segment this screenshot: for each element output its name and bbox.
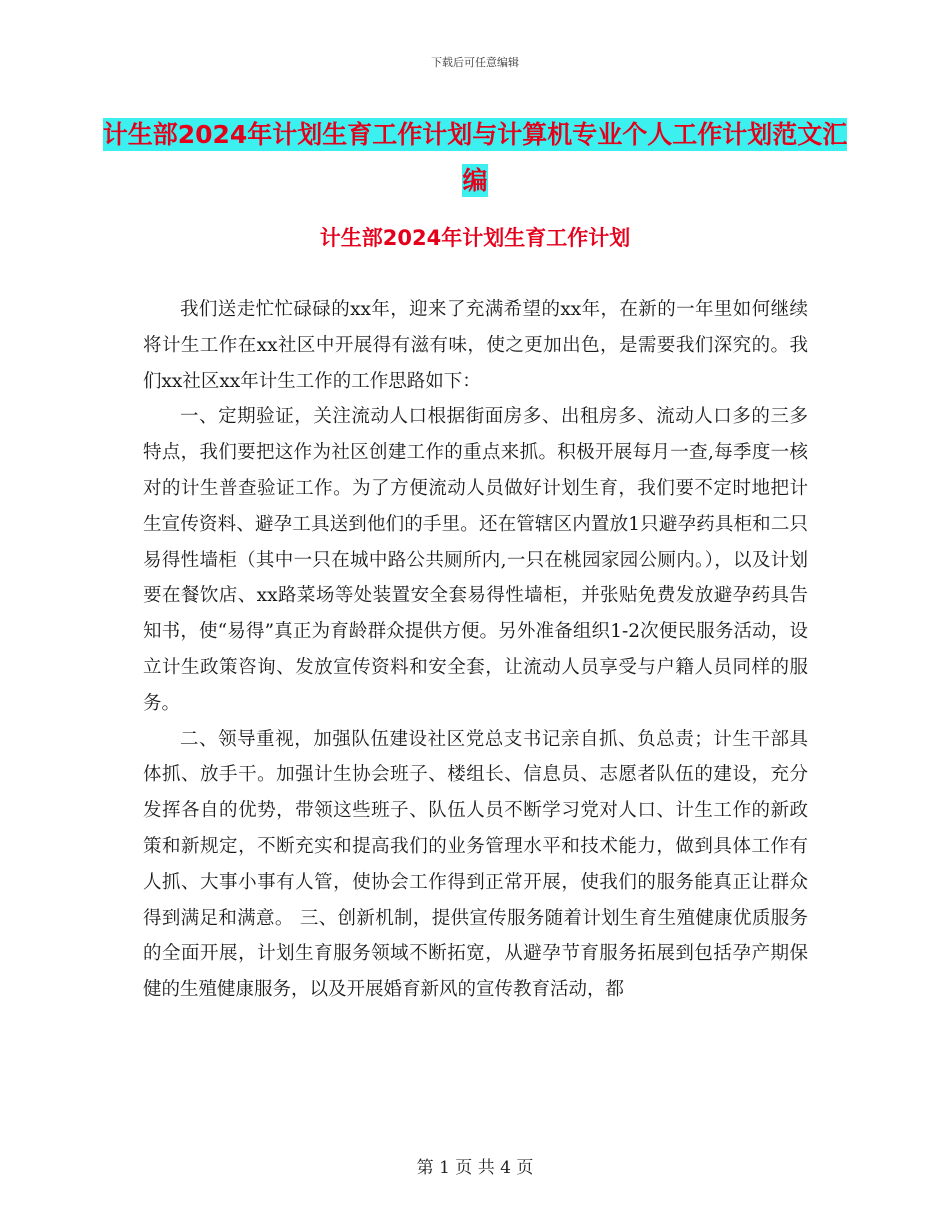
page-footer: 第 1 页 共 4 页 bbox=[416, 1158, 534, 1178]
paragraph: 二、领导重视，加强队伍建设社区党总支书记亲自抓、负总责；计生干部具体抓、放手干。加强计生协会班子、楼组长、信息员、志愿者队伍的建设，充分发挥各自的优势，带领这些班子、队伍人员不断学习党对人口、计生工作的新政策和新规定，不断充实和提高我们的业务管理水平和技术能力，做到具体工作有人抓、大事小事有人管，使协会工作得到正常开展，使我们的服务能真正让群众得到满足和满意。 三、创新机制，提供宣传服务随着计划生育生殖健康优质服务的全面开展，计划生育服务领域不断拓宽，从避孕节育服务拓展到包括孕产期保健的生殖健康服务，以及开展婚育新风的宣传教育活动，都 bbox=[143, 728, 808, 1001]
document-title bbox=[100, 112, 850, 204]
section-title: 计生部2024年计划生育工作计划 bbox=[319, 226, 631, 250]
header-note: 下载后可任意编辑 bbox=[431, 56, 519, 69]
paragraph: 一、定期验证，关注流动人口根据街面房多、出租房多、流动人口多的三多特点，我们要把这作为社区创建工作的重点来抓。积极开展每月一查,每季度一核对的计生普查验证工作。为了方便流动人员做好计划生育，我们要不定时地把计生宣传资料、避孕工具送到他们的手里。还在管辖区内置放1只避孕药具柜和二只易得性墙柜（其中一只在城中路公共厕所内,一只在桃园家园公厕内。），以及计划要在餐饮店、xx路菜场等处装置安全套易得性墙柜，并张贴免费发放避孕药具告知书，使“易得”真正为育龄群众提供方便。另外准备组织1-2次便民服务活动，设立计生政策咨询、发放宣传资料和安全套，让流动人员享受与户籍人员同样的服务。 bbox=[143, 406, 808, 714]
document-title-text: 计生部2024年计划生育工作计划与计算机专业个人工作计划范文汇编 bbox=[102, 120, 848, 195]
body-text bbox=[143, 292, 808, 1008]
paragraph: 我们送走忙忙碌碌的xx年，迎来了充满希望的xx年，在新的一年里如何继续将计生工作在xx社区中开展得有滋有味，使之更加出色，是需要我们深究的。我们xx社区xx年计生工作的工作思路如下： bbox=[143, 299, 808, 392]
